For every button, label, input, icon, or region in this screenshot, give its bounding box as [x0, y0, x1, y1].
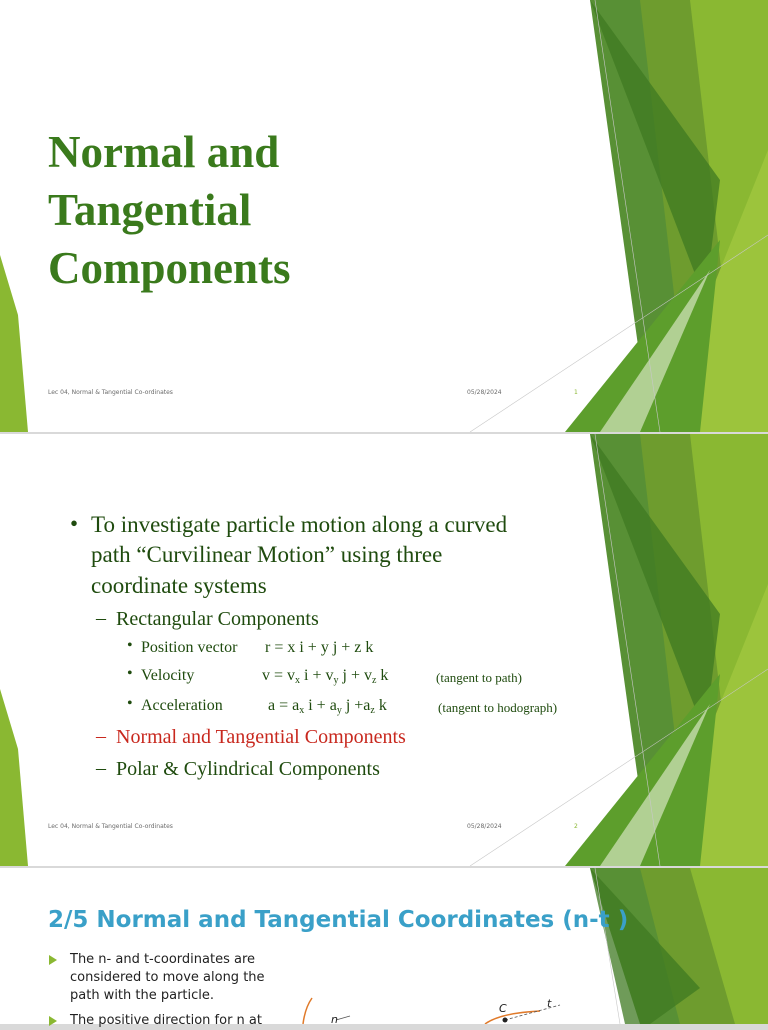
footer-course: Lec 04, Normal & Tangential Co-ordinates [48, 389, 173, 396]
dash-icon: – [96, 757, 106, 779]
normal-tangential-item: Normal and Tangential Components [116, 726, 406, 748]
footer-page-number: 2 [574, 823, 578, 830]
slide-2-decoration [0, 434, 768, 866]
diagram-n-label: n [331, 1013, 338, 1024]
bullet-dot: • [127, 637, 133, 654]
bullet-main-line: To investigate particle motion along a curved [91, 512, 508, 537]
position-label: Position vector [141, 639, 238, 656]
acceleration-note: (tangent to hodograph) [438, 700, 558, 715]
footer-page-number: 1 [574, 389, 578, 396]
slide-3-bullet-line: The n- and t-coordinates are [70, 952, 256, 967]
position-equation: r = x i + y j + z k [265, 639, 374, 656]
acceleration-label: Acceleration [141, 697, 223, 714]
bullet-dot: • [70, 511, 79, 536]
velocity-equation: $v = v_x$ $i + v_y$ $j + v_z$ k [262, 667, 389, 686]
footer-date: 05/28/2024 [467, 389, 502, 396]
dash-icon: – [96, 725, 106, 747]
footer-course: Lec 04, Normal & Tangential Co-ordinates [48, 823, 173, 830]
acceleration-equation: $a = a_x$ $i + a_y$ $j +a_z$ k [268, 697, 387, 716]
polar-cylindrical-item: Polar & Cylindrical Components [116, 758, 380, 780]
slide-1-title [48, 123, 291, 297]
slide-3-title: 2/5 Normal and Tangential Coordinates (n-t ) [48, 907, 629, 933]
diagram-c-label: C [499, 1002, 507, 1015]
title-line: Normal and [48, 127, 280, 177]
bullet-main-line: coordinate systems [91, 573, 267, 598]
triangle-bullet-icon [49, 955, 57, 965]
diagram-t-label: t [547, 997, 552, 1010]
slide-1 [0, 0, 768, 432]
slide-2 [0, 434, 768, 866]
slide-3-bullet-line: path with the particle. [70, 988, 215, 1003]
velocity-label: Velocity [141, 667, 195, 684]
velocity-note: (tangent to path) [436, 670, 522, 685]
slide-3-bullet-line: The positive direction for n at [70, 1013, 262, 1028]
rectangular-components: Rectangular Components [116, 608, 319, 630]
bullet-dot: • [127, 695, 133, 712]
bullet-main-line: path “Curvilinear Motion” using three [91, 542, 443, 567]
footer-date: 05/28/2024 [467, 823, 502, 830]
title-line: Tangential [48, 185, 252, 235]
dash-icon: – [96, 607, 106, 629]
slide-3-bullet-line: considered to move along the [70, 970, 265, 985]
triangle-bullet-icon [49, 1016, 57, 1026]
title-line: Components [48, 243, 291, 293]
bullet-dot: • [127, 665, 133, 682]
